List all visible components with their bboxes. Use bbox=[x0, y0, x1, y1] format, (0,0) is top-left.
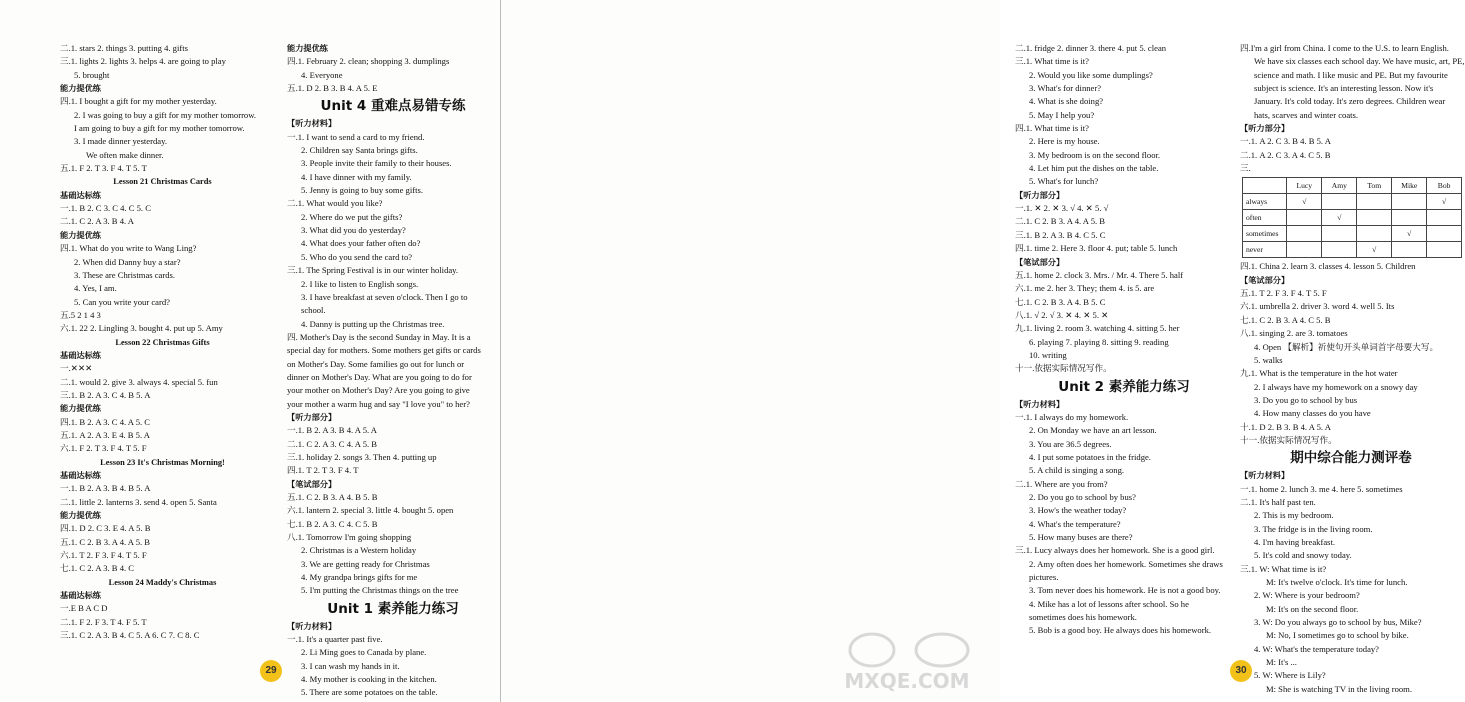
table-cell bbox=[1392, 242, 1427, 258]
section-heading: 【听力材料】 bbox=[287, 119, 337, 129]
answer-line: 2. Children say Santa brings gifts. bbox=[301, 145, 418, 156]
answer-line: science and math. I like music and PE. But my favourite bbox=[1254, 69, 1448, 80]
answer-line: subject is science. It's an interesting lesson. Now it's bbox=[1254, 83, 1434, 94]
unit-title: Unit 4 重难点易错专练 bbox=[320, 98, 466, 115]
answer-line: 四.1. What do you write to Wang Ling? bbox=[60, 243, 197, 254]
section-heading: 【听力部分】 bbox=[1015, 190, 1065, 200]
table-row bbox=[1243, 226, 1462, 242]
table-row-label: never bbox=[1243, 242, 1287, 258]
answer-line: 4. How many classes do you have bbox=[1254, 408, 1371, 419]
answer-line: 一.1. I always do my homework. bbox=[1015, 411, 1129, 422]
table-cell: √ bbox=[1287, 194, 1322, 210]
section-heading: 【笔试部分】 bbox=[1015, 257, 1065, 267]
answer-line: 二.1. C 2. A 3. C 4. A 5. B bbox=[287, 438, 378, 449]
answer-line: M: No, I sometimes go to school by bike. bbox=[1266, 630, 1409, 641]
section-heading: 【笔试部分】 bbox=[287, 479, 337, 489]
answer-line: 2. When did Danny buy a star? bbox=[74, 256, 181, 267]
unit-title: Unit 1 素养能力练习 bbox=[327, 600, 459, 617]
section-heading: 能力提优练 bbox=[287, 44, 328, 53]
answer-line: 二.1. What would you like? bbox=[287, 198, 383, 209]
answer-line: 3. How's the weather today? bbox=[1029, 505, 1127, 516]
answer-line: 5. How many buses are there? bbox=[1029, 532, 1133, 543]
answer-line: 4. I have dinner with my family. bbox=[301, 171, 412, 182]
answer-line: 一.✕✕✕ bbox=[60, 363, 93, 374]
answer-line: 5. brought bbox=[74, 69, 110, 80]
answer-line: 二.1. C 2. B 3. A 4. A 5. B bbox=[1015, 216, 1106, 227]
table-cell bbox=[1322, 194, 1357, 210]
section-heading: 【听力部分】 bbox=[287, 412, 337, 422]
right-page bbox=[500, 0, 1465, 702]
answer-line: 一.1. I want to send a card to my friend. bbox=[287, 131, 425, 142]
answer-line: 六.1. lantern 2. special 3. little 4. bought 5. open bbox=[287, 505, 454, 516]
answer-line: 4. I'm having breakfast. bbox=[1254, 536, 1336, 547]
answer-line: 五.1. home 2. clock 3. Mrs. / Mr. 4. There 5. half bbox=[1015, 269, 1184, 280]
answer-line: January. It's cold today. It's zero degrees. Children wear bbox=[1254, 96, 1446, 107]
answer-line: 一.1. ✕ 2. ✕ 3. √ 4. ✕ 5. √ bbox=[1015, 203, 1109, 214]
table-cell bbox=[1427, 242, 1462, 258]
answer-line: 四.1. T 2. T 3. F 4. T bbox=[287, 465, 359, 476]
answer-line: 八.1. Tomorrow I'm going shopping bbox=[287, 532, 412, 543]
answer-line: 4. What does your father often do? bbox=[301, 238, 421, 249]
table-cell: √ bbox=[1392, 226, 1427, 242]
answer-line: 5. There are some potatoes on the table. bbox=[301, 687, 438, 698]
table-cell bbox=[1392, 194, 1427, 210]
section-heading: 【听力材料】 bbox=[1015, 399, 1065, 409]
table-cell bbox=[1357, 194, 1392, 210]
section-heading: 基础达标练 bbox=[60, 591, 101, 601]
answer-line: 2. Would you like some dumplings? bbox=[1029, 69, 1153, 80]
answer-line: 2. Christmas is a Western holiday bbox=[301, 545, 417, 556]
answer-line: 4. Let him put the dishes on the table. bbox=[1029, 163, 1159, 174]
answer-line: 5. Bob is a good boy. He always does his homework. bbox=[1029, 625, 1212, 636]
svg-text:MXQE.COM: MXQE.COM bbox=[844, 669, 970, 693]
answer-line: 五.1. C 2. B 3. A 4. A 5. B bbox=[60, 536, 151, 547]
answer-line: 九.1. living 2. room 3. watching 4. sitting 5. her bbox=[1015, 323, 1180, 334]
answer-line: 2. I like to listen to English songs. bbox=[301, 278, 419, 289]
table-row-label: sometimes bbox=[1243, 226, 1287, 242]
table-cell bbox=[1287, 242, 1322, 258]
answer-line: 三.1. Lucy always does her homework. She is a good girl. bbox=[1015, 545, 1215, 556]
answer-line: 3. Tom never does his homework. He is not a good boy. bbox=[1029, 585, 1221, 596]
answer-line: 九.1. What is the temperature in the hot water bbox=[1240, 368, 1398, 379]
left-page bbox=[0, 0, 501, 702]
answer-line: 六.1. umbrella 2. driver 3. word 4. well 5. Its bbox=[1240, 301, 1395, 312]
answer-line: 三. bbox=[1240, 163, 1251, 174]
answer-line: 5. It's cold and snowy today. bbox=[1254, 550, 1352, 561]
answer-line: 八.1. √ 2. √ 3. ✕ 4. ✕ 5. ✕ bbox=[1015, 309, 1109, 320]
lesson-title: Lesson 21 Christmas Cards bbox=[113, 177, 212, 187]
answer-line: 三.1. holiday 2. songs 3. Then 4. putting up bbox=[287, 451, 437, 462]
answer-line: 一.1. B 2. A 3. B 4. A 5. A bbox=[287, 425, 378, 436]
watermark-logo bbox=[832, 626, 982, 696]
answer-line: 七.1. C 2. B 3. A 4. C 5. B bbox=[1240, 314, 1331, 325]
answer-line: 二.1. A 2. C 3. A 4. C 5. B bbox=[1240, 149, 1331, 160]
answer-line: 一.E B A C D bbox=[60, 603, 108, 614]
answer-line: 4. What's the temperature? bbox=[1029, 518, 1121, 529]
answer-line: 3. W: Do you always go to school by bus, Mike? bbox=[1254, 617, 1422, 628]
table-cell: √ bbox=[1322, 210, 1357, 226]
table-row bbox=[1243, 210, 1462, 226]
answer-line: 5. I'm putting the Christmas things on the tree bbox=[301, 585, 459, 596]
answer-line: 4. Everyone bbox=[301, 69, 343, 80]
section-heading: 【听力部分】 bbox=[1240, 124, 1290, 134]
column-4-bottom bbox=[1240, 260, 1462, 696]
answer-line: 二.1. little 2. lanterns 3. send 4. open 5. Santa bbox=[60, 496, 217, 507]
answer-line: 2. Li Ming goes to Canada by plane. bbox=[301, 647, 427, 658]
table-cell: √ bbox=[1357, 242, 1392, 258]
answer-line: 10. writing bbox=[1029, 349, 1067, 360]
column-3 bbox=[1015, 42, 1233, 638]
table-header-cell: Tom bbox=[1357, 178, 1392, 194]
page-number-right: 30 bbox=[1230, 660, 1252, 682]
answer-line: 四.1. B 2. A 3. C 4. A 5. C bbox=[60, 416, 151, 427]
answer-line: 七.1. B 2. A 3. C 4. C 5. B bbox=[287, 518, 378, 529]
answer-line: 三.1. C 2. A 3. B 4. C 5. A 6. C 7. C 8. C bbox=[60, 630, 200, 641]
answer-line: 四.1. D 2. C 3. E 4. A 5. B bbox=[60, 523, 151, 534]
section-heading: 基础达标练 bbox=[60, 190, 101, 200]
section-heading: 基础达标练 bbox=[60, 350, 101, 360]
unit-title: 期中综合能力测评卷 bbox=[1290, 450, 1412, 467]
answer-line: 6. playing 7. playing 8. sitting 9. reading bbox=[1029, 336, 1169, 347]
answer-line: 一.1. home 2. lunch 3. me 4. here 5. sometimes bbox=[1240, 483, 1403, 494]
frequency-table bbox=[1242, 177, 1462, 258]
answer-line: 四.I'm a girl from China. I come to the U.S. to learn English. bbox=[1240, 43, 1449, 53]
answer-line: 3. People invite their family to their houses. bbox=[301, 158, 452, 169]
answer-line: 七.1. C 2. B 3. A 4. B 5. C bbox=[1015, 296, 1106, 307]
column-2 bbox=[287, 42, 499, 700]
answer-line: 六.1. T 2. F 3. F 4. T 5. F bbox=[60, 550, 147, 561]
column-1 bbox=[60, 42, 265, 642]
answer-line: 二.1. C 2. A 3. B 4. A bbox=[60, 216, 135, 227]
answer-line: special day for mothers. Some mothers get gifts or cards bbox=[287, 345, 481, 356]
answer-line: I am going to buy a gift for my mother tomorrow. bbox=[74, 123, 245, 134]
answer-line: 3. My bedroom is on the second floor. bbox=[1029, 149, 1161, 160]
section-heading: 能力提优练 bbox=[60, 511, 101, 521]
answer-line: 二.1. fridge 2. dinner 3. there 4. put 5. clean bbox=[1015, 43, 1167, 53]
answer-line: 三.1. lights 2. lights 3. helps 4. are going to play bbox=[60, 56, 226, 67]
lesson-title: Lesson 22 Christmas Gifts bbox=[115, 337, 210, 347]
answer-line: 2. This is my bedroom. bbox=[1254, 510, 1334, 521]
answer-line: 三.1. B 2. A 3. C 4. B 5. A bbox=[60, 389, 151, 400]
answer-line: 2. On Monday we have an art lesson. bbox=[1029, 425, 1157, 436]
section-heading: 能力提优练 bbox=[60, 230, 101, 240]
section-heading: 基础达标练 bbox=[60, 471, 101, 480]
answer-line: 六.1. F 2. T 3. F 4. T 5. F bbox=[60, 443, 147, 454]
table-header-cell: Lucy bbox=[1287, 178, 1322, 194]
answer-line: 十一.依据实际情况写作。 bbox=[1240, 434, 1337, 445]
answer-line: 二.1. Where are you from? bbox=[1015, 478, 1108, 489]
answer-line: M: She is watching TV in the living room. bbox=[1266, 683, 1413, 694]
answer-line: M: It's ... bbox=[1266, 657, 1297, 668]
table-row-label: always bbox=[1243, 194, 1287, 210]
section-heading: 能力提优练 bbox=[60, 404, 101, 414]
table-header-cell bbox=[1243, 178, 1287, 194]
answer-line: 4. I put some potatoes in the fridge. bbox=[1029, 451, 1151, 462]
answer-line: 2. Where do we put the gifts? bbox=[301, 211, 403, 222]
answer-line: 4. Danny is putting up the Christmas tree. bbox=[301, 318, 445, 329]
unit-title: Unit 2 素养能力练习 bbox=[1058, 378, 1190, 395]
answer-line: 二.1. F 2. F 3. T 4. F 5. T bbox=[60, 616, 147, 627]
lesson-title: Lesson 24 Maddy's Christmas bbox=[108, 577, 217, 587]
answer-line: 三.1. W: What time is it? bbox=[1240, 563, 1327, 574]
table-cell bbox=[1427, 210, 1462, 226]
answer-line: 5. Can you write your card? bbox=[74, 296, 170, 307]
answer-line: 二.1. stars 2. things 3. putting 4. gifts bbox=[60, 43, 188, 53]
answer-line: 3. What's for dinner? bbox=[1029, 83, 1102, 94]
answer-line: 2. Here is my house. bbox=[1029, 136, 1100, 147]
column-4-top bbox=[1240, 42, 1465, 175]
answer-line: 四.1. China 2. learn 3. classes 4. lesson 5. Children bbox=[1240, 261, 1416, 272]
answer-line: 4. Yes, I am. bbox=[74, 283, 117, 294]
answer-line: 4. What is she doing? bbox=[1029, 96, 1104, 107]
table-cell bbox=[1357, 210, 1392, 226]
table-cell bbox=[1287, 210, 1322, 226]
answer-line: dinner on Mother's Day. What are you going to do for bbox=[287, 371, 472, 382]
answer-line: 十一.依据实际情况写作。 bbox=[1015, 363, 1112, 374]
answer-line: We often make dinner. bbox=[86, 149, 164, 160]
answer-line: your mother on Mother's Day? Are you going to give bbox=[287, 385, 470, 396]
table-cell bbox=[1322, 242, 1357, 258]
table-cell: √ bbox=[1427, 194, 1462, 210]
answer-line: We have six classes each school day. We have music, art, PE, bbox=[1254, 56, 1465, 67]
answer-line: 3. I have breakfast at seven o'clock. Then I go to bbox=[301, 291, 468, 302]
answer-line: 3. The fridge is in the living room. bbox=[1254, 523, 1373, 534]
answer-line: 3. I can wash my hands in it. bbox=[301, 660, 400, 671]
answer-line: 5. Who do you send the card to? bbox=[301, 251, 413, 262]
table-header-cell: Mike bbox=[1392, 178, 1427, 194]
answer-line: 2. Amy often does her homework. Sometimes she draws bbox=[1029, 558, 1223, 569]
table-header-row bbox=[1243, 178, 1462, 194]
table-row bbox=[1243, 242, 1462, 258]
answer-line: 五.5 2 1 4 3 bbox=[60, 309, 101, 320]
answer-line: 2. W: Where is your bedroom? bbox=[1254, 590, 1360, 601]
answer-line: 5. A child is singing a song. bbox=[1029, 465, 1125, 476]
answer-line: on Mother's Day. Some families go out for lunch or bbox=[287, 358, 465, 369]
table-cell bbox=[1322, 226, 1357, 242]
table-body bbox=[1243, 194, 1462, 258]
answer-line: 5. May I help you? bbox=[1029, 109, 1095, 120]
answer-line: 三.1. What time is it? bbox=[1015, 56, 1089, 67]
answer-line: 5. Jenny is going to buy some gifts. bbox=[301, 185, 423, 196]
answer-line: your mother a warm hug and say "I love you" to her? bbox=[287, 398, 470, 409]
answer-line: 3. I made dinner yesterday. bbox=[74, 136, 167, 147]
answer-line: 四.1. time 2. Here 3. floor 4. put; table 5. lunch bbox=[1015, 243, 1178, 254]
answer-line: sometimes does his homework. bbox=[1029, 612, 1137, 623]
section-heading: 【听力材料】 bbox=[1240, 471, 1290, 481]
answer-line: 四.1. I bought a gift for my mother yesterday. bbox=[60, 96, 217, 107]
answer-line: 4. Mike has a lot of lessons after school. So he bbox=[1029, 598, 1189, 609]
table-header-cell: Amy bbox=[1322, 178, 1357, 194]
answer-line: 3. These are Christmas cards. bbox=[74, 269, 176, 280]
column-4 bbox=[1240, 42, 1465, 696]
table-cell bbox=[1392, 210, 1427, 226]
answer-line: pictures. bbox=[1029, 572, 1059, 583]
answer-line: 2. Do you go to school by bus? bbox=[1029, 492, 1136, 502]
answer-line: 3. You are 36.5 degrees. bbox=[1029, 438, 1112, 449]
answer-line: 二.1. It's half past ten. bbox=[1240, 496, 1316, 507]
answer-line: 五.1. A 2. A 3. E 4. B 5. A bbox=[60, 429, 151, 440]
answer-line: 2. I always have my homework on a snowy day bbox=[1254, 381, 1418, 392]
answer-line: 四.1. February 2. clean; shopping 3. dumplings bbox=[287, 56, 450, 67]
section-heading: 【笔试部分】 bbox=[1240, 275, 1290, 285]
table-cell bbox=[1287, 226, 1322, 242]
answer-line: 4. My grandpa brings gifts for me bbox=[301, 572, 418, 583]
answer-line: school. bbox=[301, 305, 326, 316]
table-row bbox=[1243, 194, 1462, 210]
table-row-label: often bbox=[1243, 210, 1287, 226]
table-cell bbox=[1357, 226, 1392, 242]
answer-line: M: It's on the second floor. bbox=[1266, 603, 1359, 614]
answer-line: 2. I was going to buy a gift for my mother tomorrow. bbox=[74, 109, 257, 120]
answer-line: 八.1. singing 2. are 3. tomatoes bbox=[1240, 328, 1348, 339]
answer-line: 五.1. T 2. F 3. F 4. T 5. F bbox=[1240, 288, 1327, 299]
answer-line: 五.1. F 2. T 3. F 4. T 5. T bbox=[60, 163, 147, 174]
answer-line: 3. What did you do yesterday? bbox=[301, 225, 406, 236]
page-number-left: 29 bbox=[260, 660, 282, 682]
answer-line: 4. My mother is cooking in the kitchen. bbox=[301, 674, 437, 685]
answer-line: 3. We are getting ready for Christmas bbox=[301, 558, 430, 569]
answer-line: hats, scarves and winter coats. bbox=[1254, 109, 1359, 120]
answer-line: M: It's twelve o'clock. It's time for lunch. bbox=[1266, 577, 1408, 587]
answer-line: 四. Mother's Day is the second Sunday in May. It is a bbox=[287, 331, 471, 342]
answer-line: 一.1. A 2. C 3. B 4. B 5. A bbox=[1240, 136, 1331, 147]
answer-line: 5. walks bbox=[1254, 354, 1283, 365]
answer-line: 5. W: Where is Lily? bbox=[1254, 670, 1326, 681]
answer-line: 三.1. B 2. A 3. B 4. C 5. C bbox=[1015, 229, 1106, 240]
table-cell bbox=[1427, 226, 1462, 242]
answer-line: 六.1. 22 2. Lingling 3. bought 4. put up 5. Amy bbox=[60, 323, 223, 334]
answer-line: 一.1. B 2. A 3. B 4. B 5. A bbox=[60, 483, 151, 494]
answer-line: 七.1. C 2. A 3. B 4. C bbox=[60, 563, 135, 574]
answer-line: 3. Do you go to school by bus bbox=[1254, 394, 1358, 405]
answer-line: 五.1. C 2. B 3. A 4. B 5. B bbox=[287, 492, 378, 502]
section-heading: 【听力材料】 bbox=[287, 621, 337, 631]
lesson-title: Lesson 23 It's Christmas Morning! bbox=[100, 457, 225, 467]
answer-line: 六.1. me 2. her 3. They; them 4. is 5. are bbox=[1015, 283, 1155, 294]
answer-line: 4. W: What's the temperature today? bbox=[1254, 643, 1379, 654]
answer-line: 4. Open 【解析】祈使句开头单词首字母要大写。 bbox=[1254, 341, 1439, 352]
section-heading: 能力提优练 bbox=[60, 84, 101, 94]
table-header-cell: Bob bbox=[1427, 178, 1462, 194]
answer-line: 四.1. What time is it? bbox=[1015, 123, 1089, 134]
answer-line: 二.1. would 2. give 3. always 4. special 5. fun bbox=[60, 376, 218, 387]
answer-line: 一.1. B 2. C 3. C 4. C 5. C bbox=[60, 203, 151, 214]
answer-line: 三.1. The Spring Festival is in our winter holiday. bbox=[287, 265, 459, 276]
answer-line: 十.1. D 2. B 3. B 4. A 5. A bbox=[1240, 421, 1331, 432]
answer-line: 5. What's for lunch? bbox=[1029, 176, 1099, 187]
answer-line: 一.1. It's a quarter past five. bbox=[287, 634, 383, 645]
answer-line: 五.1. D 2. B 3. B 4. A 5. E bbox=[287, 83, 378, 94]
